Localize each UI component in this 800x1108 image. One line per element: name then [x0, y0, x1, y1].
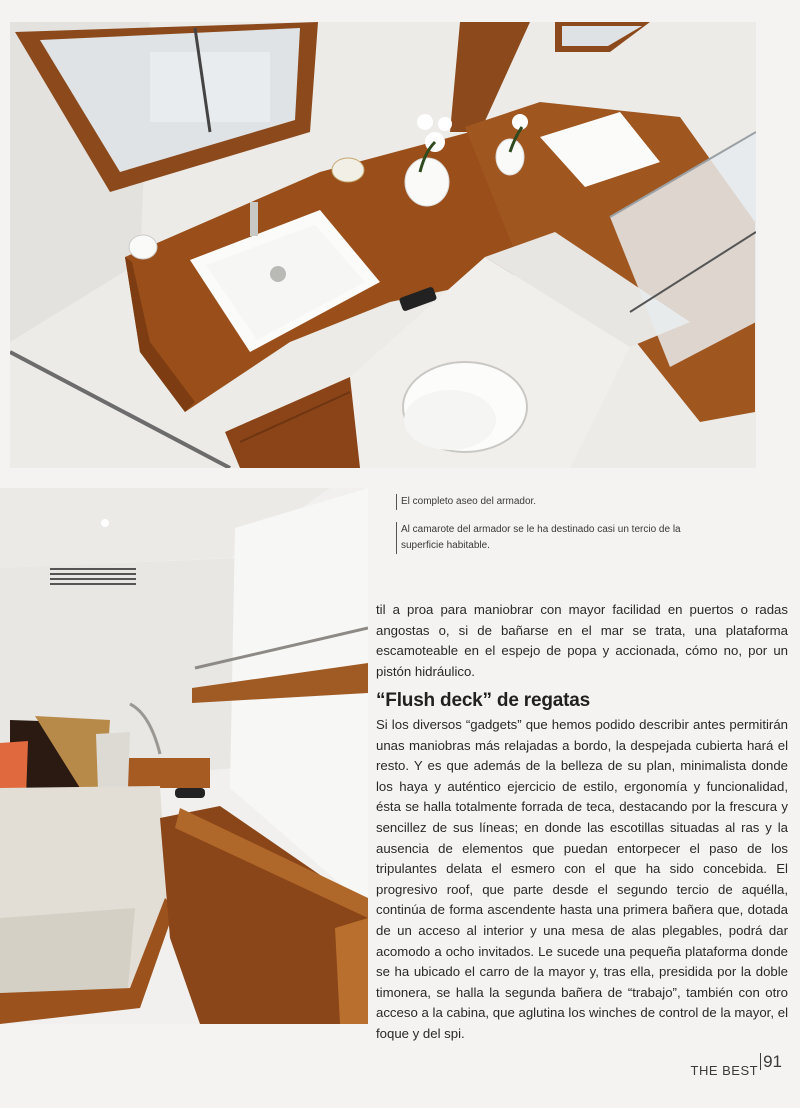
page-number: 91	[760, 1053, 782, 1070]
caption-bathroom: El completo aseo del armador.	[396, 494, 726, 510]
bathroom-photo	[10, 22, 756, 468]
caption-cabin: Al camarote del armador se le ha destinado casi un tercio de la superficie habitable.	[396, 522, 726, 554]
cabin-photo	[0, 488, 368, 1024]
magazine-name: THE BEST	[690, 1063, 759, 1078]
section-paragraph: Si los diversos “gadgets” que hemos podido describir antes permitirán unas maniobras más relajadas a bordo, la despejada cubierta hará el resto. Y es que además de la belleza de su plan, minimalista donde los haya y auténtico ejercicio de estilo, ergonomía y funcionalidad, ésta se halla totalmente forrada de teca, destacando por la frescura y sencillez de sus líneas; en donde las escotillas situadas al ras y la ausencia de elementos que puedan entorpecer el paso de los tripulantes delata el esmero con el que ha sido concebida. El progresivo roof, que parte desde el segundo tercio de aquélla, continúa de forma ascendente hasta una primera bañera que, dotada de un acceso al interior y una mesa de alas plegables, podrá dar acomodo a ocho invitados. Le sucede una pequeña plataforma donde se ha ubicado el carro de la mayor y, tras ella, presidida por la doble timonera, se halla la segunda bañera de “trabajo”, también con otro acceso a la cabina, que aglutina los winches de control de la mayor, el foque y del spi.	[376, 717, 788, 1041]
intro-paragraph: til a proa para maniobrar con mayor facilidad en puertos o radas angostas o, si de bañarse en el mar se trata, una plataforma escamoteable en el espejo de popa y accionada, cómo no, por un pistón hidráulico.	[376, 602, 788, 679]
photo-captions	[396, 494, 726, 554]
page-footer	[690, 1052, 783, 1078]
section-heading: “Flush deck” de regatas	[376, 690, 590, 711]
